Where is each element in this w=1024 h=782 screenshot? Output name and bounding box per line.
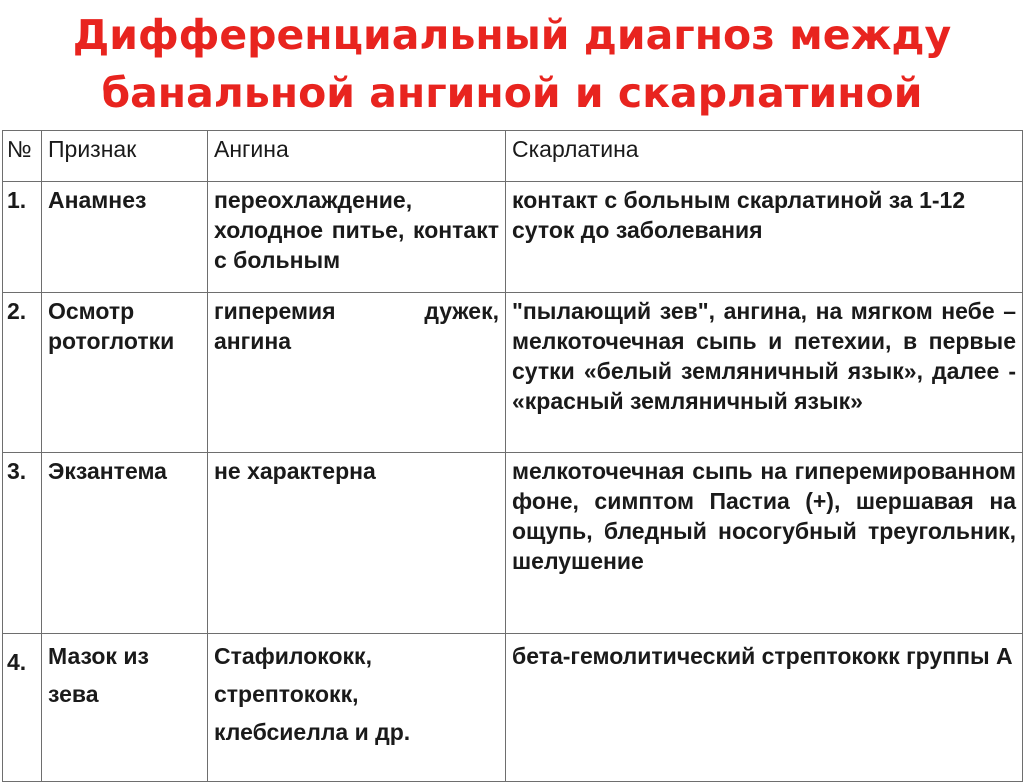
row-angina: Стафилококк, стрептококк, клебсиелла и др.	[208, 634, 506, 782]
row-number: 2.	[3, 293, 42, 453]
table-row	[3, 182, 1023, 293]
row-angina: не характерна	[208, 453, 506, 634]
header-scarlatina: Скарлатина	[506, 131, 1023, 182]
row-scarlatina: контакт с больным скарлатиной за 1-12 суток до заболевания	[506, 182, 1023, 293]
row-scarlatina: мелкоточечная сыпь на гиперемированном фоне, симптом Пастиа (+), шершавая на ощупь, бледный носогубный треугольник, шелушение	[506, 453, 1023, 634]
table-row	[3, 293, 1023, 453]
header-number: №	[3, 131, 42, 182]
row-number: 4.	[3, 634, 42, 782]
header-sign: Признак	[42, 131, 208, 182]
row-number: 1.	[3, 182, 42, 293]
row-angina: гиперемия дужек, ангина	[208, 293, 506, 453]
table-row	[3, 634, 1023, 782]
row-sign: Осмотр ротоглотки	[42, 293, 208, 453]
row-sign: Экзантема	[42, 453, 208, 634]
header-angina: Ангина	[208, 131, 506, 182]
row-scarlatina: "пылающий зев", ангина, на мягком небе – мелкоточечная сыпь и петехии, в первые сутки «белый земляничный язык», далее - «красный земляничный язык»	[506, 293, 1023, 453]
title-line-1: Дифференциальный диагноз между	[72, 11, 952, 59]
row-sign: Мазок из зева	[42, 634, 208, 782]
diagnosis-table	[2, 130, 1023, 782]
table-header-row	[3, 131, 1023, 182]
row-scarlatina: бета-гемолитический стрептококк группы А	[506, 634, 1023, 782]
slide-title	[0, 6, 1024, 122]
row-angina: переохлаждение, холодное питье, контакт с больным	[208, 182, 506, 293]
row-sign: Анамнез	[42, 182, 208, 293]
row-number: 3.	[3, 453, 42, 634]
table-row	[3, 453, 1023, 634]
title-line-2: банальной ангиной и скарлатиной	[101, 69, 923, 117]
